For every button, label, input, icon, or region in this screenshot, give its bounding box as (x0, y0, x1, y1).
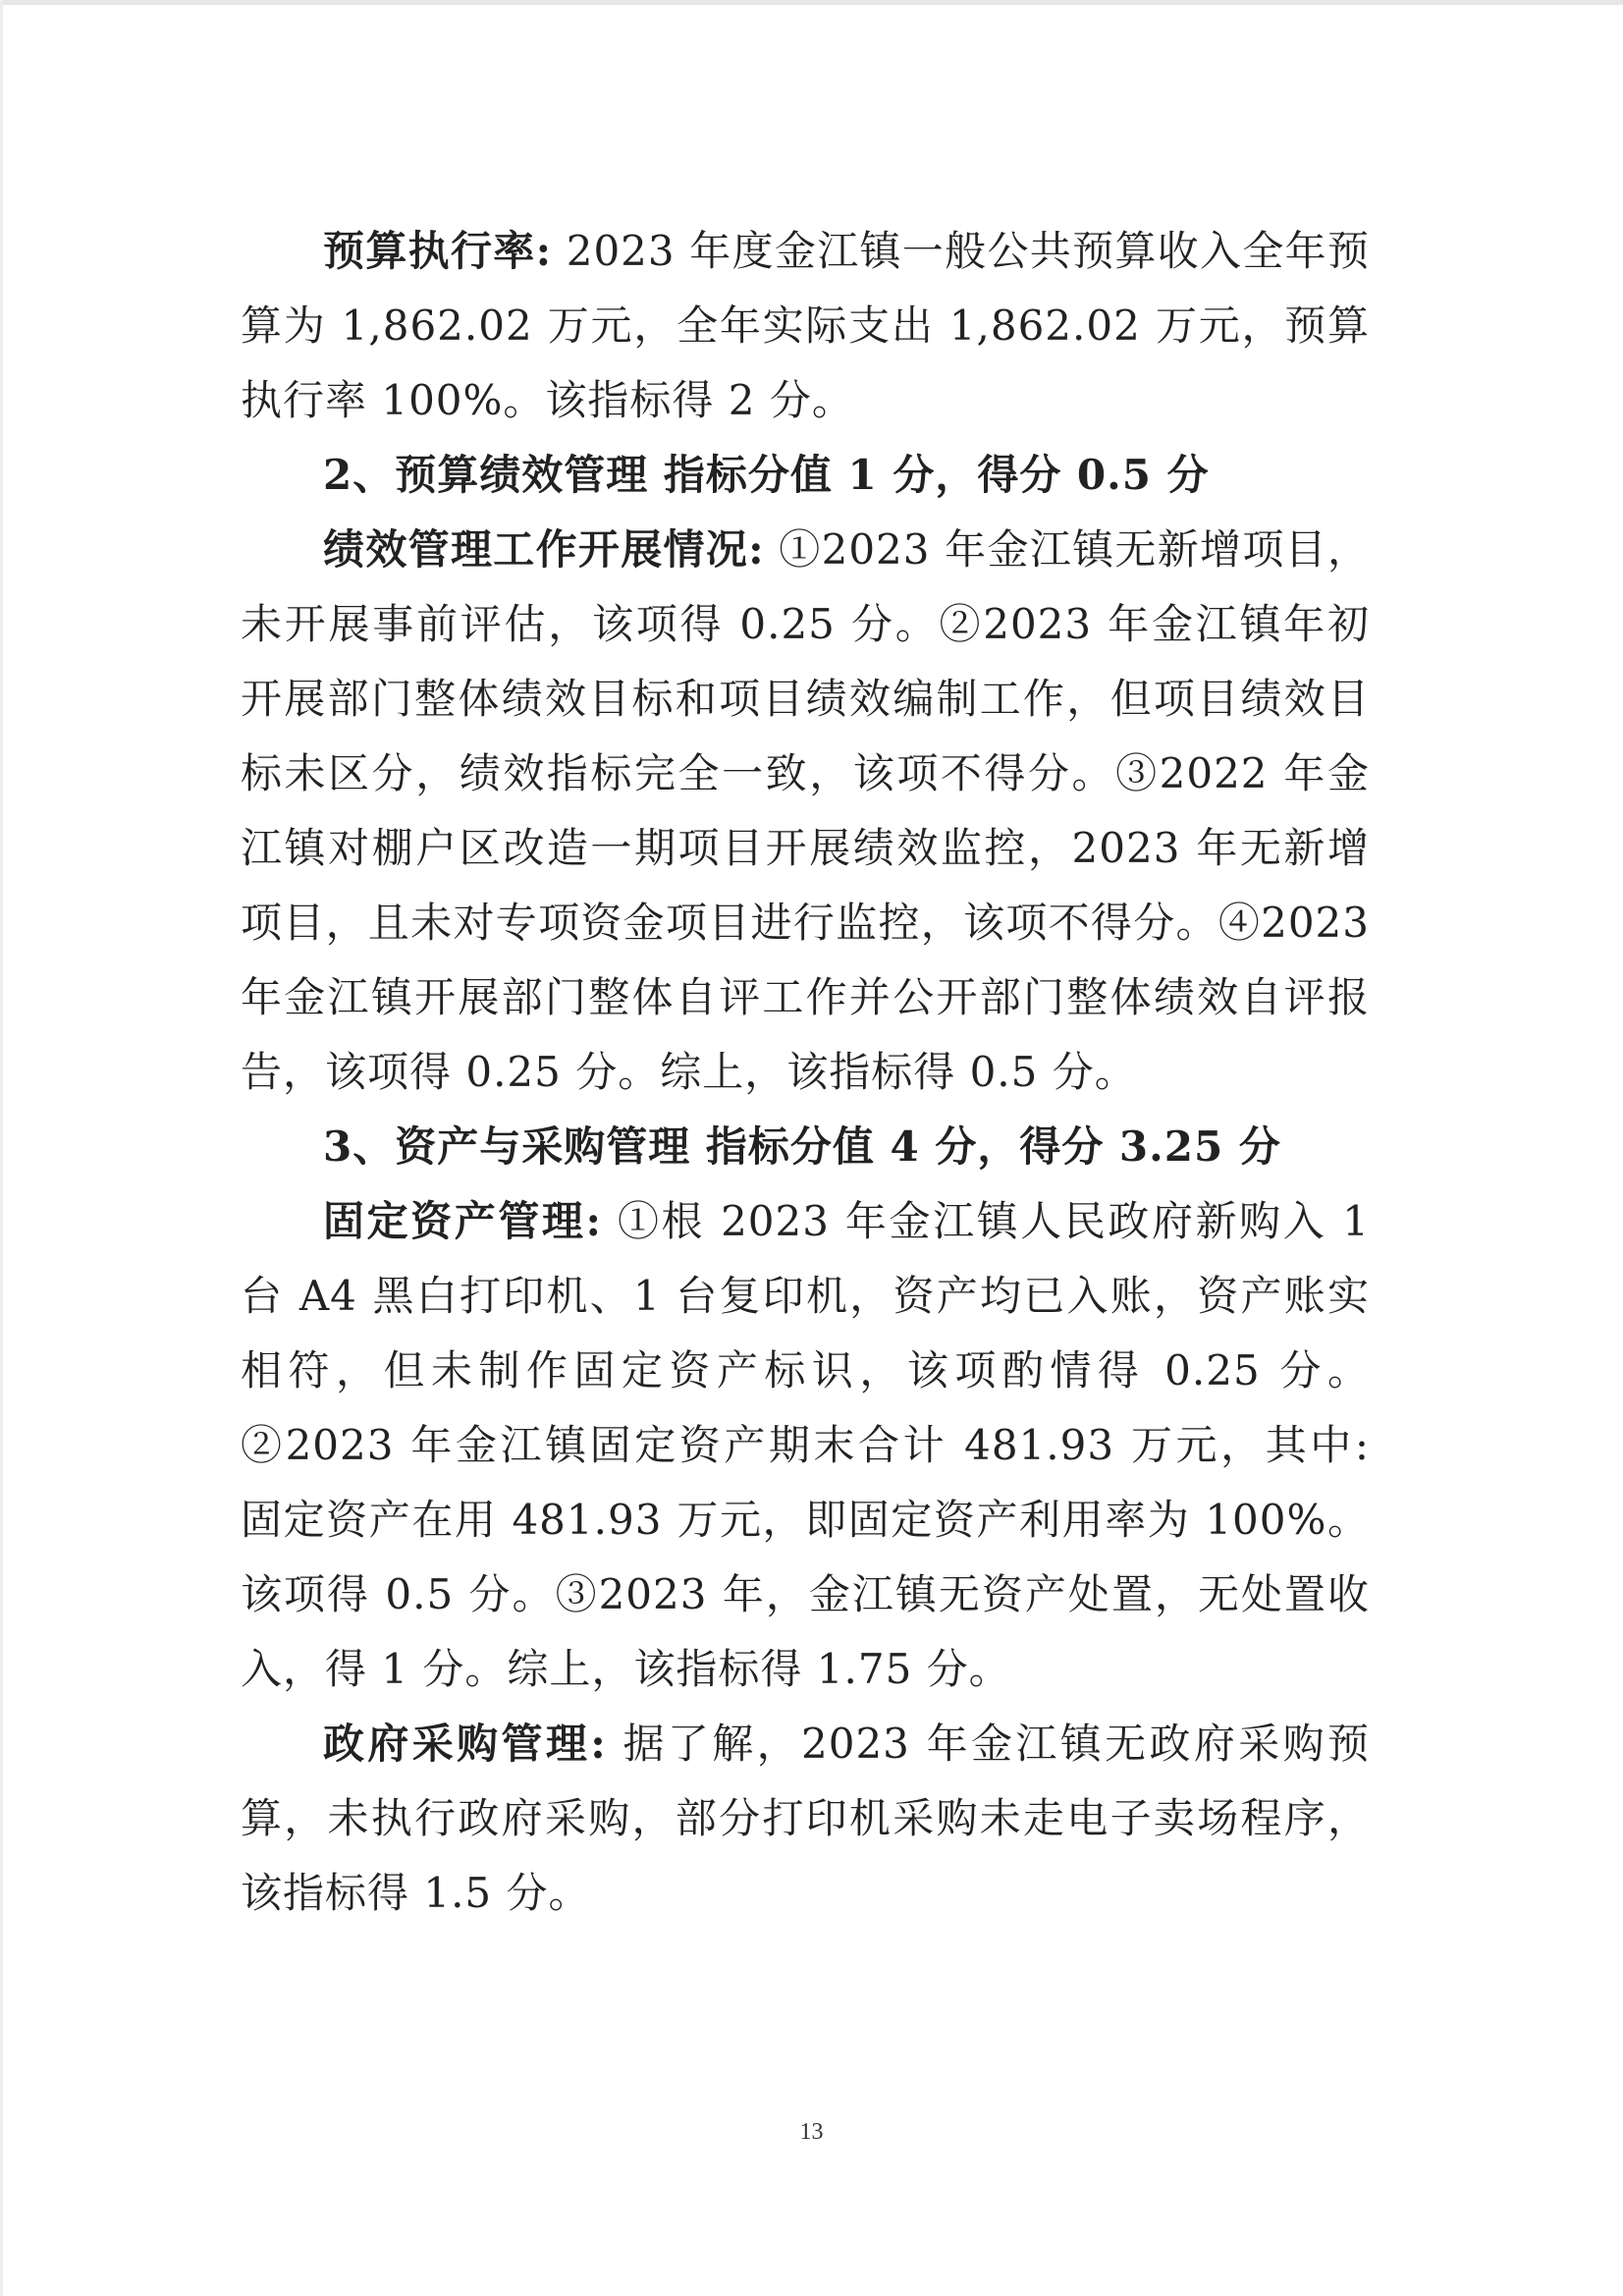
paragraph-text: ①根 2023 年金江镇人民政府新购入 1 台 A4 黑白打印机、1 台复印机，资产均已入账，资产账实相符，但未制作固定资产标识，该项酌情得 0.25 分。②2023 年金江镇固定资产期末合计 481.93 万元，其中: 固定资产在用 481.93 万元，即固定资产利用率为 100%。该项得 0.5 分。③2023 年，金江镇无资产处置，无处置收入，得 1 分。综上，该指标得 1.75 分。 (241, 1197, 1370, 1693)
paragraph-fixed-assets (241, 1184, 1370, 1707)
section-heading-assets: 3、资产与采购管理 指标分值 4 分，得分 3.25 分 (323, 1122, 1281, 1171)
page-number: 13 (799, 2119, 824, 2145)
paragraph-budget-execution (241, 214, 1370, 438)
paragraph-procurement (241, 1707, 1370, 1931)
paragraph-lead: 政府采购管理: (323, 1720, 607, 1768)
scan-edge-left (0, 0, 3, 2296)
paragraph-performance-management (241, 513, 1370, 1110)
section-heading-performance: 2、预算绩效管理 指标分值 1 分，得分 0.5 分 (323, 451, 1210, 499)
paragraph-text: 据了解，2023 年金江镇无政府采购预算，未执行政府采购，部分打印机采购未走电子卖场程序，该指标得 1.5 分。 (241, 1720, 1370, 1917)
paragraph-lead: 预算执行率: (323, 227, 553, 275)
scan-edge-top (0, 0, 1623, 5)
paragraph-text: 2023 年度金江镇一般公共预算收入全年预算为 1,862.02 万元，全年实际支出 1,862.02 万元，预算执行率 100%。该指标得 2 分。 (241, 227, 1370, 424)
paragraph-lead: 绩效管理工作开展情况: (323, 525, 765, 574)
document-body (241, 214, 1370, 1931)
paragraph-text: ①2023 年金江镇无新增项目，未开展事前评估，该项得 0.25 分。②2023 年金江镇年初开展部门整体绩效目标和项目绩效编制工作，但项目绩效目标未区分，绩效指标完全一致，该项不得分。③2022 年金江镇对棚户区改造一期项目开展绩效监控，2023 年无新增项目，且未对专项资金项目进行监控，该项不得分。④2023 年金江镇开展部门整体自评工作并公开部门整体绩效自评报告，该项得 0.25 分。综上，该指标得 0.5 分。 (241, 525, 1370, 1096)
paragraph-lead: 固定资产管理: (323, 1197, 603, 1245)
